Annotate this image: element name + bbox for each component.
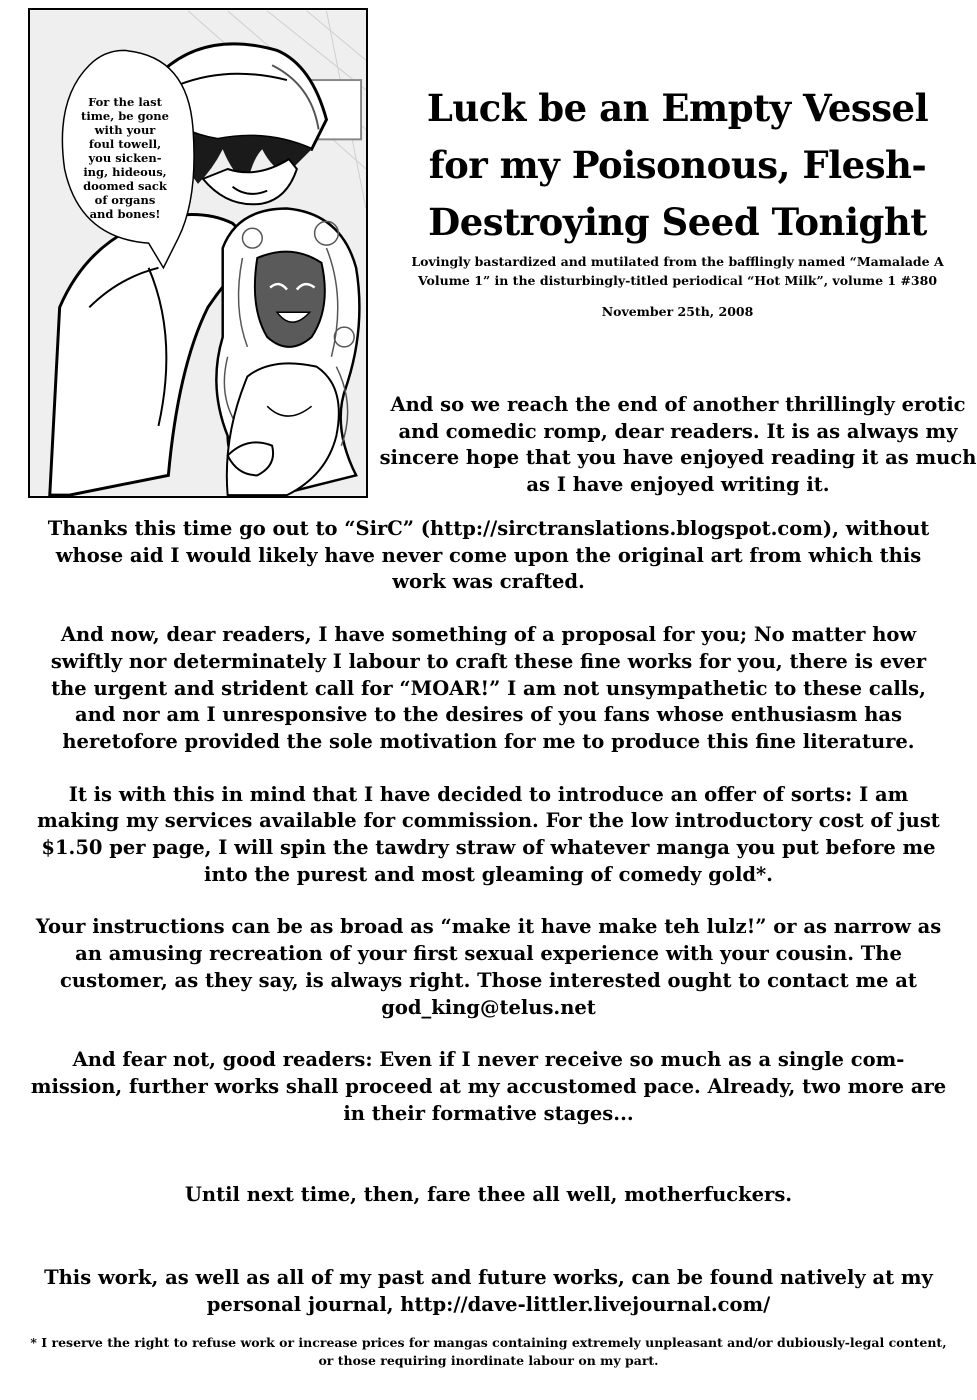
journal-note: This work, as well as all of my past and future works, can be found natively at my personal journal, http://dave-littler.livejournal.com/	[44, 1266, 933, 1316]
closing-line: Until next time, then, fare thee all well, motherfuckers.	[184, 1183, 793, 1206]
source-note: Lovingly bastardized and mutilated from the bafflingly named “Mamalade A Volume 1” in the disturbingly-titled periodical “Hot Milk”, volume 1 #380	[411, 254, 944, 288]
intro-paragraph: And so we reach the end of another thrillingly erotic and comedic romp, dear readers. It is as always my sincere hope that you have enjoyed reading it as much as I have enjoyed writing it.	[379, 393, 977, 496]
manga-panel	[28, 8, 368, 498]
page-title: Luck be an Empty Vessel for my Poisonous, Flesh- Destroying Seed Tonight	[426, 86, 929, 244]
paragraph-thanks: Thanks this time go out to “SirC” (http://sirctranslations.blogspot.com), without whose aid I would likely have never come upon the original art from which this work was crafted.	[47, 517, 930, 594]
speech-bubble-text: For the last time, be gone with your foul towell, you sicken- ing, hideous, doomed sack of organs and bones!	[81, 95, 169, 221]
body-text	[30, 516, 947, 1153]
paragraph-fear-not: And fear not, good readers: Even if I never receive so much as a single com-mission, further works shall proceed at my accustomed pace. Already, two more are in their formative stages...	[30, 1048, 947, 1125]
paragraph-proposal: And now, dear readers, I have something of a proposal for you; No matter how swiftly nor determinately I labour to craft these fine works for you, there is ever the urgent and strident call for “MOAR!” I am not unsympathetic to these calls, and nor am I unresponsive to the desires of you fans whose enthusiasm has heretofore provided the sole motivation for me to produce this fine literature.	[50, 623, 927, 753]
paragraph-offer: It is with this in mind that I have decided to introduce an offer of sorts: I am making my services available for commission. For the low introductory cost of just $1.50 per page, I will spin the tawdry straw of whatever manga you put before me into the purest and most gleaming of comedy gold*.	[37, 782, 940, 886]
footnote: * I reserve the right to refuse work or increase prices for mangas containing extremely unpleasant and/or dubiously-legal content, or those requiring inordinate labour on my part.	[30, 1335, 947, 1368]
date: November 25th, 2008	[601, 304, 754, 319]
paragraph-instructions: Your instructions can be as broad as “make it have make teh lulz!” or as narrow as an amusing recreation of your first sexual experience with your cousin. The customer, as they say, is always right. Those interested ought to contact me at god_king@telus.net	[35, 915, 942, 1019]
